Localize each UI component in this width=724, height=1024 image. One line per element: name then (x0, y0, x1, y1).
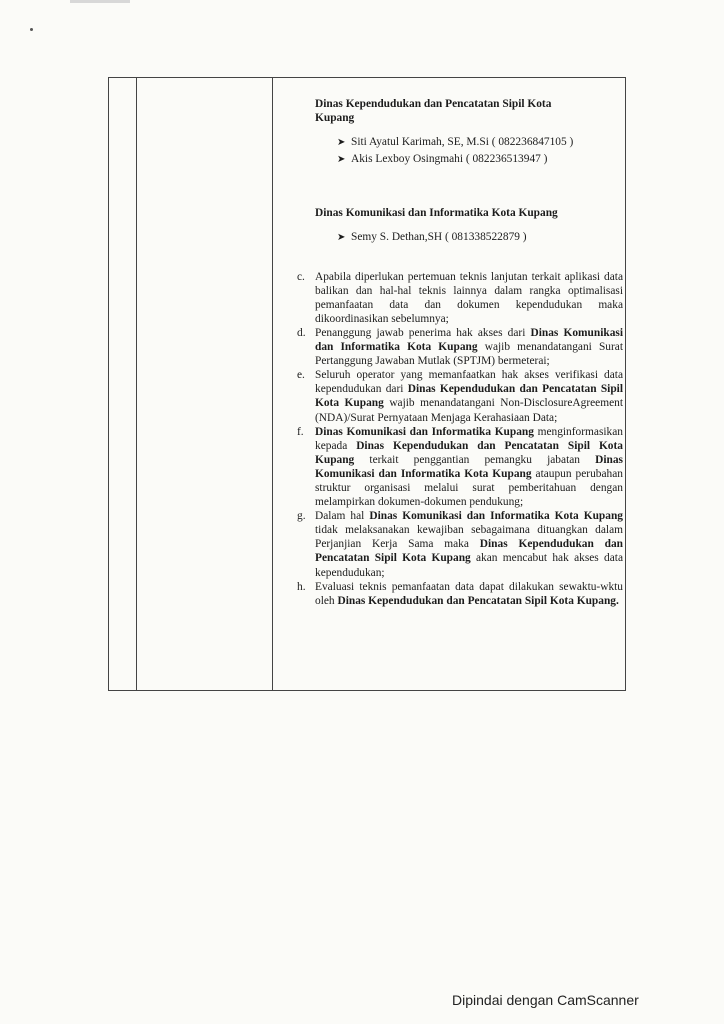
text-run: akan mencabut hak akses data kependudukan; (315, 552, 623, 579)
item-letter: e. (297, 369, 305, 382)
text-run: wajib menandatangani Surat Pertanggung Jawaban Mutlak (SPTJM) bermeterai; (315, 341, 623, 368)
arrow-bullet-icon: ➤ (337, 232, 346, 244)
contact-text: Akis Lexboy Osingmahi ( 082236513947 ) (351, 153, 548, 166)
item-text (315, 580, 623, 608)
text-run: terkait penggantian pemangku jabatan (354, 453, 596, 466)
text-run: tidak melaksanakan kewajiban sebagaimana dituangkan dalam Perjanjian Kerja Sama maka (315, 524, 623, 551)
bold-run: Dinas Komunikasi dan Informatika Kupang (315, 425, 534, 438)
bold-run: Dinas Komunikasi dan Informatika Kota Kupang (369, 510, 623, 523)
text-run: ataupun perubahan struktur organisasi melalui surat pemberitahuan dengan melampirkan dokumen-dokumen pendukung; (315, 467, 623, 509)
bold-run: Dinas Kependudukan dan Pencatatan Sipil Kota Kupang (315, 538, 624, 565)
contact-list-diskominfo (337, 230, 623, 245)
text-run: Dalam hal (315, 510, 370, 523)
list-item (297, 270, 623, 326)
contact-item (337, 135, 623, 150)
scan-edge-mark (70, 0, 130, 3)
text-run: wajib menandatangani Non-DisclosureAgreement (NDA)/Surat Pernyataan Menjaga Kerahasiaan Data; (315, 397, 623, 424)
scan-dot (30, 28, 33, 31)
item-text (315, 509, 623, 579)
text-run: Evaluasi teknis pemanfaatan data dapat dilakukan sewaktu-wktu oleh (315, 580, 623, 607)
list-item (297, 425, 623, 510)
bold-run: Dinas Kependudukan dan Pencatatan Sipil Kota Kupang (315, 439, 623, 466)
list-item (297, 509, 623, 579)
text-run: Penanggung jawab penerima hak akses dari (315, 326, 531, 339)
contact-item (337, 230, 623, 245)
item-text (315, 368, 623, 424)
contact-text: Semy S. Dethan,SH ( 081338522879 ) (351, 231, 527, 244)
contact-text: Siti Ayatul Karimah, SE, M.Si ( 082236847105 ) (351, 136, 574, 149)
text-run: Apabila diperlukan pertemuan teknis lanjutan terkait aplikasi data balikan dan hal-hal teknis lainnya dalam rangka optimalisasi pemanfaatan data dan dokumen kependudukan maka dikoordinasikan sebelumnya; (315, 270, 623, 325)
item-text (315, 270, 623, 326)
provision-list (297, 270, 623, 608)
table-content-cell (297, 92, 624, 608)
bold-run: Dinas Komunikasi dan Informatika Kota Kupang (315, 453, 623, 480)
arrow-bullet-icon: ➤ (337, 154, 346, 166)
heading-line-1: Dinas Kependudukan dan Pencatatan Sipil Kota (315, 98, 552, 110)
contact-item (337, 152, 623, 167)
arrow-bullet-icon: ➤ (337, 137, 346, 149)
item-letter: d. (297, 326, 306, 339)
list-item (297, 326, 623, 368)
camscanner-watermark: Dipindai dengan CamScanner (452, 992, 639, 1008)
bold-run: Dinas Kependudukan dan Pencatatan Sipil Kota Kupang (315, 383, 623, 410)
item-text (315, 326, 623, 368)
section-heading-diskominfo: Dinas Komunikasi dan Informatika Kota Kupang (315, 207, 558, 220)
bold-run: Dinas Kependudukan dan Pencatatan Sipil Kota Kupang. (337, 594, 619, 607)
text-run: Seluruh operator yang memanfaatkan hak akses verifikasi data kependudukan dari (315, 369, 623, 396)
contact-list-dukcapil (337, 135, 623, 167)
item-letter: c. (297, 270, 305, 283)
text-run: menginformasikan kepada (315, 425, 623, 452)
list-item (297, 368, 623, 424)
item-letter: f. (297, 425, 304, 438)
item-letter: h. (297, 580, 306, 593)
heading-line-2: Kupang (315, 112, 355, 125)
list-item (297, 580, 623, 608)
item-letter: g. (297, 510, 306, 523)
column-divider-1 (136, 78, 137, 690)
section-heading-dukcapil (315, 97, 623, 125)
bold-run: Dinas Komunikasi dan Informatika Kota Kupang (315, 326, 623, 354)
item-text (315, 425, 623, 510)
column-divider-2 (272, 78, 273, 690)
